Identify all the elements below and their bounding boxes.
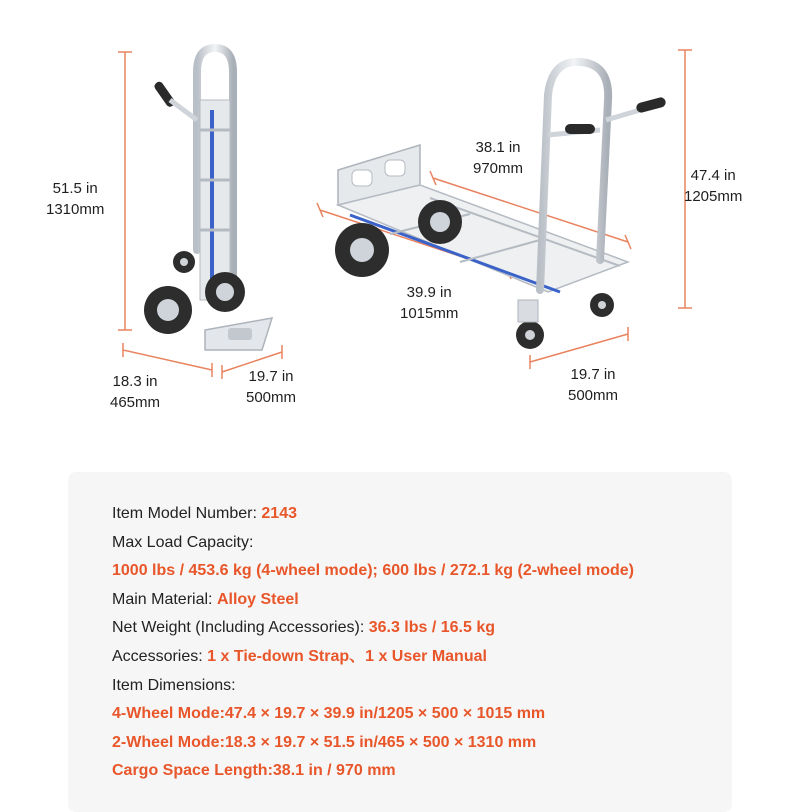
right-height-label: [684, 165, 742, 207]
spec-cargo-length: [112, 757, 752, 786]
right-height-in: 47.4 in: [690, 167, 736, 184]
left-height-mm: 1310mm: [46, 201, 105, 218]
hand-truck-upright: [144, 48, 272, 350]
right-cargo-mm: 970mm: [473, 160, 524, 177]
model-value: 2143: [261, 505, 297, 522]
platform-cart: [335, 62, 667, 349]
spec-four-wheel: [112, 700, 752, 729]
model-label: Item Model Number:: [112, 505, 257, 522]
spec-model: [112, 500, 752, 529]
material-value: Alloy Steel: [216, 590, 299, 608]
right-cargo-in: 38.1 in: [475, 139, 521, 156]
right-height-mm: 1205mm: [684, 188, 743, 205]
accessories-value: 1 x Tie-down Strap、1 x User Manual: [207, 647, 487, 665]
left-depth-label: [110, 371, 160, 413]
capacity-value: 1000 lbs / 453.6 kg (4-wheel mode); 600 lbs / 272.1 kg (2-wheel mode): [112, 562, 634, 580]
right-width-label: [568, 364, 618, 406]
right-length-label: [400, 282, 458, 324]
right-length-mm: 1015mm: [400, 305, 459, 322]
right-length-in: 39.9 in: [406, 284, 452, 301]
dimensions-label: Item Dimensions:: [112, 676, 236, 694]
material-label: Main Material:: [112, 590, 213, 608]
spec-capacity-value-row: [112, 557, 752, 586]
weight-label: Net Weight (Including Accessories):: [112, 619, 365, 637]
two-wheel-dimensions: 2-Wheel Mode:18.3 × 19.7 × 51.5 in/465 × 500 × 1310 mm: [112, 733, 537, 751]
right-width-in: 19.7 in: [570, 366, 616, 383]
left-depth-mm: 465mm: [110, 394, 161, 411]
left-height-label: [46, 178, 104, 220]
spec-capacity-label-row: [112, 529, 752, 558]
left-width-mm: 500mm: [246, 389, 297, 406]
spec-accessories: [112, 643, 752, 672]
spec-dimensions-label-row: [112, 672, 752, 701]
capacity-label: Max Load Capacity:: [112, 533, 254, 551]
cargo-length: Cargo Space Length:38.1 in / 970 mm: [112, 762, 396, 780]
left-height-in: 51.5 in: [52, 180, 98, 197]
spec-weight: [112, 614, 752, 643]
accessories-label: Accessories:: [112, 647, 203, 665]
weight-value: 36.3 lbs / 16.5 kg: [368, 619, 496, 637]
four-wheel-dimensions: 4-Wheel Mode:47.4 × 19.7 × 39.9 in/1205 × 500 × 1015 mm: [112, 705, 546, 723]
left-depth-in: 18.3 in: [112, 373, 158, 390]
spec-material: [112, 586, 752, 615]
spec-two-wheel: [112, 729, 752, 758]
right-cargo-label: [473, 137, 523, 179]
left-width-in: 19.7 in: [248, 368, 294, 385]
right-width-mm: 500mm: [568, 387, 619, 404]
spec-list: [112, 500, 752, 786]
left-width-label: [246, 366, 296, 408]
